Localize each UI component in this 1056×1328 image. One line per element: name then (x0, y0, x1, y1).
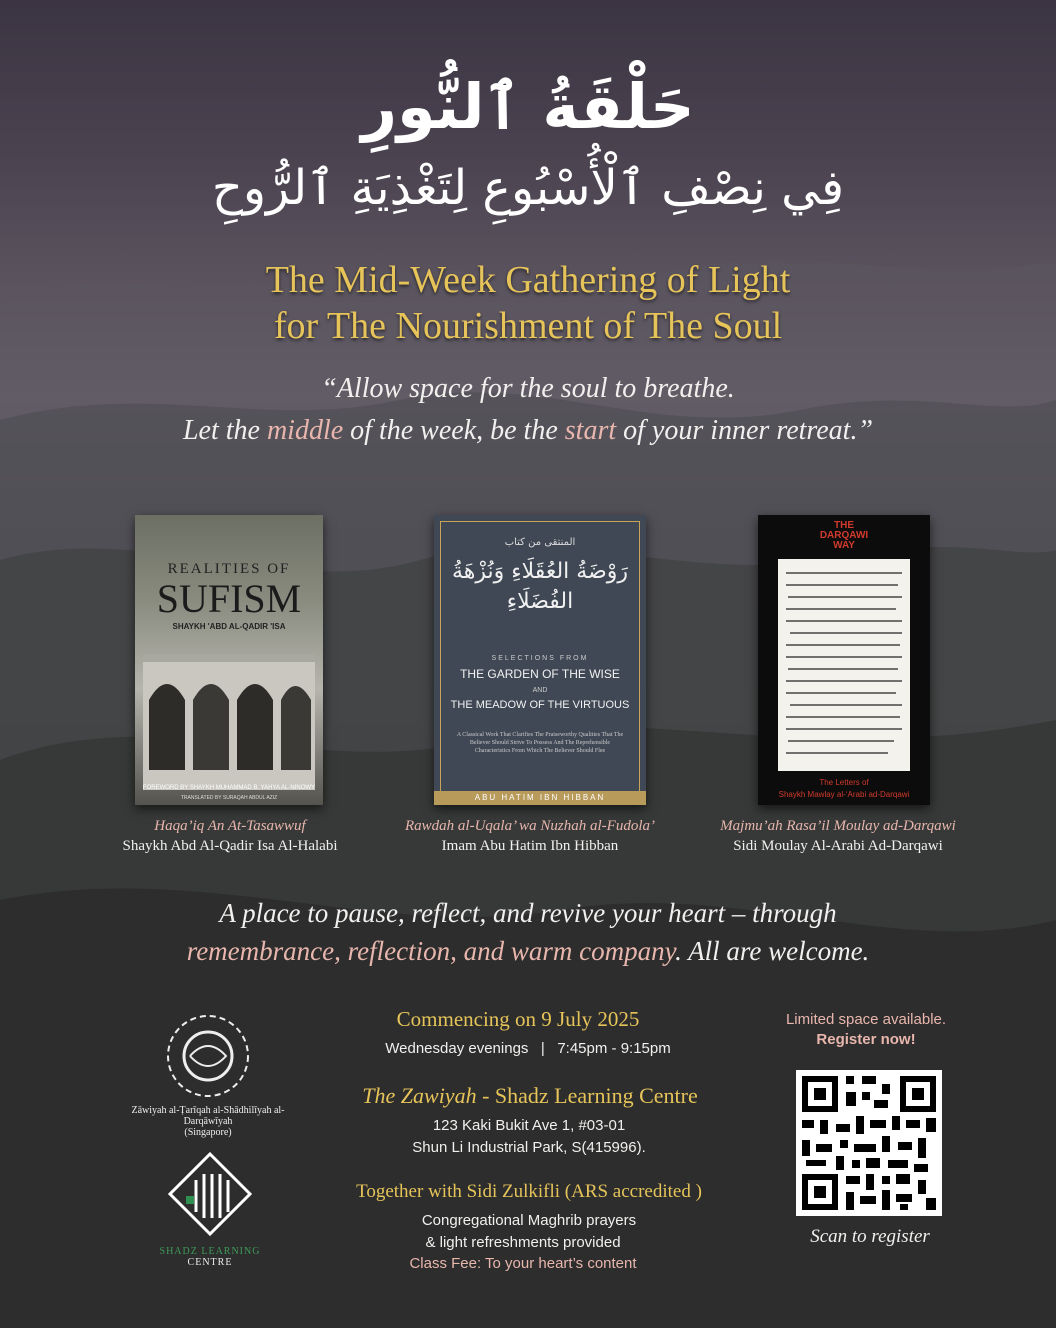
registration-qr-code[interactable] (796, 1070, 942, 1216)
tagline-line1: A place to pause, reflect, and revive your heart – through (219, 898, 837, 928)
book2-title: Rawdah al-Uqala’ wa Nuzhah al-Fudola’ (405, 818, 655, 834)
shadz-logo-text: SHADZ LEARNING CENTRE (159, 1246, 261, 1268)
english-title-line2: for The Nourishment of The Soul (273, 305, 783, 347)
schedule: Wednesday evenings | 7:45pm - 9:15pm (385, 1040, 671, 1057)
quote-line2: Let the middle of the week, be the start of your inner retreat.” (182, 415, 874, 446)
english-title-line1: The Mid-Week Gathering of Light (265, 259, 791, 301)
book2-author: Imam Abu Hatim Ibn Hibban (441, 838, 619, 854)
class-fee: Class Fee: To your heart’s content (409, 1255, 637, 1272)
zawiyah-logo-text: Zāwiyah al-Ṭarīqah al-Shādhilīyah al-Darqāwīyah (Singapore) (131, 1105, 285, 1138)
address-line1: 123 Kaki Bukit Ave 1, #03-01 (432, 1117, 626, 1134)
arabic-title: حَلْقَةُ ٱلنُّورِ (361, 70, 695, 143)
book3-author: Sidi Moulay Al-Arabi Ad-Darqawi (733, 838, 943, 854)
refreshments-info: & light refreshments provided (425, 1234, 621, 1251)
book1-author: Shaykh Abd Al-Qadir Isa Al-Halabi (122, 838, 338, 854)
book1-title: Haqa’iq An At-Tasawwuf (154, 818, 306, 834)
zawiyah-calligraphy-logo (160, 1008, 256, 1104)
manuscript-page (778, 559, 910, 771)
limited-space-text: Limited space available. (785, 1011, 947, 1028)
quote-line1: “Allow space for the soul to breathe. (321, 373, 735, 404)
venue: The Zawiyah - Shadz Learning Centre (362, 1083, 698, 1108)
address-line2: Shun Li Industrial Park, S(415996). (412, 1139, 646, 1156)
book3-title: Majmu’ah Rasa’il Moulay ad-Darqawi (720, 818, 956, 834)
book-cover-darqawi-way: THE DARQAWI WAY The Letters of Shaykh Mawlay al-‘Arabi ad-Darqawi (758, 515, 930, 805)
scan-to-register-text: Scan to register (810, 1226, 930, 1247)
instructor: Together with Sidi Zulkifli (ARS accredited ) (356, 1181, 702, 1202)
mosque-photo (135, 640, 323, 790)
register-now-text: Register now! (816, 1031, 916, 1048)
arabic-subtitle: فِي نِصْفِ ٱلْأُسْبُوعِ لِتَغْذِيَةِ ٱلرُّوحِ (211, 160, 845, 216)
shadz-learning-logo (166, 1150, 254, 1242)
prayers-info: Congregational Maghrib prayers (421, 1212, 637, 1229)
book-cover-realities-of-sufism: REALITIES OF SUFISM SHAYKH 'ABD AL-QADIR 'ISA FOREWORD BY SHAYKH MUHAMMAD B. YAHYA AL-NINOWY TRANSLATED BY SURAQAH ABDUL AZIZ (135, 515, 323, 805)
tagline-line2: remembrance, reflection, and warm company. All are welcome. (186, 936, 870, 966)
book-cover-garden-of-the-wise: المنتقى من كتاب رَوْضَةُ العُقَلَاءِ وَنُزْهَةُ الفُضَلَاءِ SELECTIONS FROM THE GARDEN OF THE WISE AND THE MEADOW OF THE VIRTUOUS A Classical Work That Clarifies The Praiseworthy Qualities That The Believer Should Strive To Possess And The Reprehensible Characteristics From Which The Believer Should Flee ABU HATIM IBN HIBBAN (434, 515, 646, 805)
commencing-date: Commencing on 9 July 2025 (396, 1007, 640, 1031)
